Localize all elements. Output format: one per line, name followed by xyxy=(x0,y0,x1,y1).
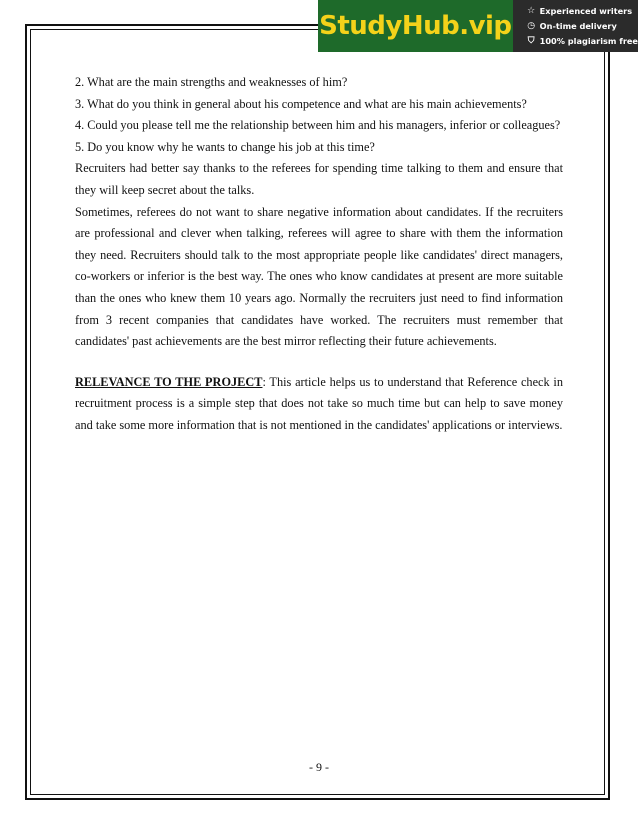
question-2: 2. What are the main strengths and weaknesses of him? xyxy=(75,75,348,89)
feature-item xyxy=(527,6,638,16)
feature-label: Experienced writers xyxy=(539,6,633,16)
question-4: 4. Could you please tell me the relationship between him and his managers, inferior or colleagues? xyxy=(75,118,561,133)
document-body xyxy=(75,72,563,437)
page-number: - 9 - xyxy=(309,760,329,774)
relevance-heading: RELEVANCE TO THE PROJECT xyxy=(75,374,263,389)
feature-label: 100% plagiarism free xyxy=(539,36,638,46)
shield-icon: ⛉ xyxy=(527,36,535,46)
banner-features xyxy=(513,0,638,52)
paragraph-gap xyxy=(75,353,563,372)
logo-text: StudyHub.vip xyxy=(319,11,512,41)
clock-icon: ◷ xyxy=(527,21,536,31)
studyhub-banner[interactable] xyxy=(318,0,638,52)
star-icon: ☆ xyxy=(527,6,536,16)
feature-item xyxy=(527,36,638,46)
relevance-paragraph xyxy=(75,372,563,437)
feature-label: On-time delivery xyxy=(539,21,617,31)
studyhub-logo[interactable] xyxy=(318,0,513,52)
relevance-body: : This article helps us to understand that Reference check in recruitment process is a simple step that does not take so much time but can help to save money and take some more information that is not mentioned in the candidates' applications or interviews. xyxy=(75,374,564,432)
feature-item xyxy=(527,21,638,31)
paragraph-thanks: Recruiters had better say thanks to the referees for spending time talking to them and ensure that they will keep secret about the talks. xyxy=(75,161,563,197)
paragraph-sometimes: Sometimes, referees do not want to share negative information about candidates. If the recruiters are professional and clever when talking, referees will agree to share with them the information they need. Recruiters should talk to the most appropriate people like candidates' direct managers, co-workers or inferior is the best way. The ones who know candidates at present are more suitable than the ones who knew them 10 years ago. Normally the recruiters just need to find information from 3 recent companies that candidates have worked. The recruiters must remember that candidates' past achievements are the best mirror reflecting their future achievements. xyxy=(75,204,563,349)
question-3: 3. What do you think in general about his competence and what are his main achievements? xyxy=(75,96,527,111)
question-5: 5. Do you know why he wants to change his job at this time? xyxy=(75,139,375,154)
